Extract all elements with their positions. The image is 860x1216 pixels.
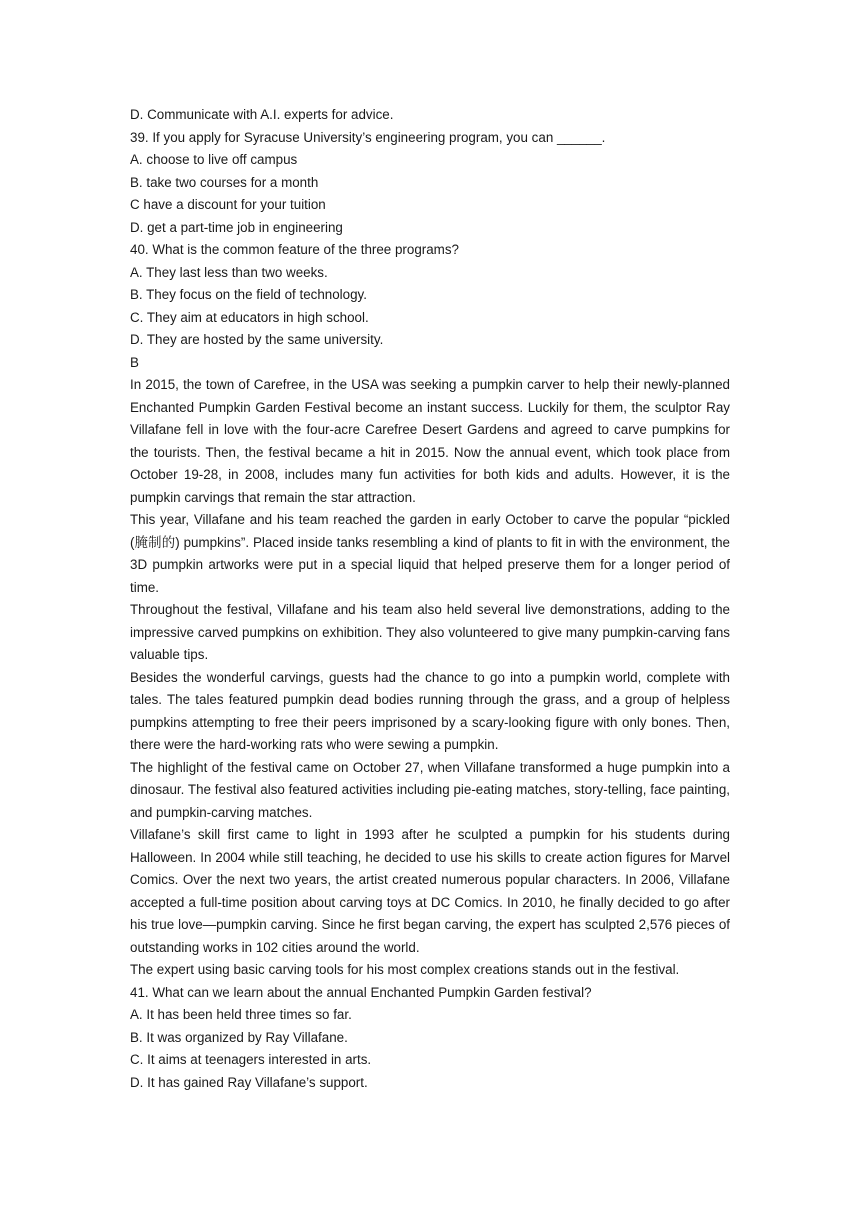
q39-stem: 39. If you apply for Syracuse University’s engineering program, you can ______.: [130, 129, 606, 145]
passage-paragraph: In 2015, the town of Carefree, in the USA was seeking a pumpkin carver to help their newly-planned Enchanted Pumpkin Garden Festival become an instant success. Luckily for them, the sculptor Ray Villafane fell in love with the four-acre Carefree Desert Gardens and agreed to carve pumpkins for the tourists. Then, the festival became a hit in 2015. Now the annual event, which took place from October 19-28, in 2008, includes many fun activities for both kids and adults. However, it is the pumpkin carvings that remain the star attraction.: [130, 377, 730, 505]
q41-option-a: A. It has been held three times so far.: [130, 1007, 352, 1022]
q39-option-a: A. choose to live off campus: [130, 152, 298, 167]
q39-option-c: C have a discount for your tuition: [130, 197, 326, 212]
passage-paragraph: Besides the wonderful carvings, guests had the chance to go into a pumpkin world, complete with tales. The tales featured pumpkin dead bodies running through the grass, and a group of helpless pumpkins attempting to free their peers imprisoned by a scary-looking figure with only bones. Then, there were the hard-working rats who were sewing a pumpkin.: [130, 669, 730, 752]
document-page: [130, 104, 730, 1094]
passage-paragraph: Throughout the festival, Villafane and his team also held several live demonstrations, adding to the impressive carved pumpkins on exhibition. They also volunteered to give many pumpkin-carving fans valuable tips.: [130, 602, 730, 662]
q41-option-c: C. It aims at teenagers interested in arts.: [130, 1052, 372, 1067]
section-label: B: [130, 354, 139, 370]
q40-option-b: B. They focus on the field of technology.: [130, 287, 367, 302]
q41-option-d: D. It has gained Ray Villafane’s support.: [130, 1074, 368, 1090]
passage-paragraph: This year, Villafane and his team reached the garden in early October to carve the popular “pickled (腌制的) pumpkins”. Placed inside tanks resembling a kind of plants to fit in with the environment, the 3D pumpkin artworks were put in a special liquid that helped preserve them for a longer period of time.: [130, 512, 730, 595]
q40-option-c: C. They aim at educators in high school.: [130, 309, 369, 325]
q40-stem: 40. What is the common feature of the three programs?: [130, 242, 459, 257]
q41-option-b: B. It was organized by Ray Villafane.: [130, 1029, 348, 1045]
q38-option-d: D. Communicate with A.I. experts for advice.: [130, 107, 394, 122]
q40-option-a: A. They last less than two weeks.: [130, 264, 328, 280]
passage-paragraph: The highlight of the festival came on October 27, when Villafane transformed a huge pumpkin into a dinosaur. The festival also featured activities including pie-eating matches, story-telling, face painting, and pumpkin-carving matches.: [130, 759, 730, 820]
q40-option-d: D. They are hosted by the same university.: [130, 332, 384, 347]
q39-option-b: B. take two courses for a month: [130, 174, 319, 190]
q41-stem: 41. What can we learn about the annual Enchanted Pumpkin Garden festival?: [130, 984, 592, 1000]
passage-paragraph: The expert using basic carving tools for his most complex creations stands out in the festival.: [130, 962, 680, 977]
q39-option-d: D. get a part-time job in engineering: [130, 219, 343, 235]
passage-paragraph: Villafane’s skill first came to light in 1993 after he sculpted a pumpkin for his students during Halloween. In 2004 while still teaching, he decided to use his skills to create action figures for Marvel Comics. Over the next two years, the artist created numerous popular characters. In 2006, Villafane accepted a full-time position about carving toys at DC Comics. In 2010, he finally decided to go after his true love—pumpkin carving. Since he first began carving, the expert has sculpted 2,576 pieces of outstanding works in 102 cities around the world.: [130, 827, 730, 955]
